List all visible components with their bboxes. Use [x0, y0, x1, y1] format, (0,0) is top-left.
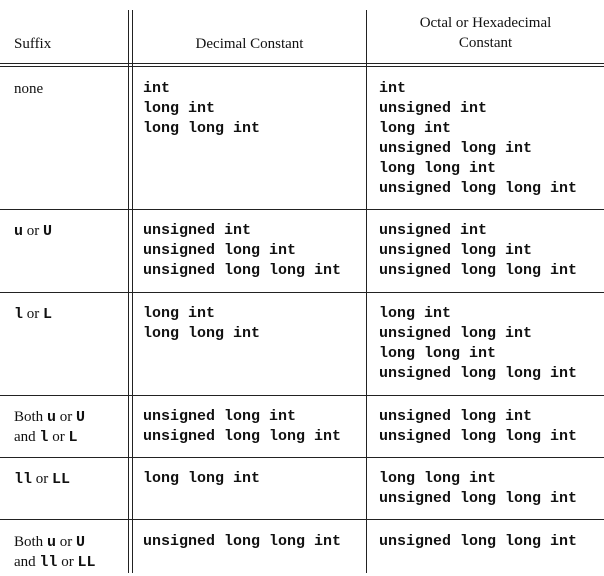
suffix-text: none — [14, 81, 44, 97]
decimal-types-cell — [143, 469, 260, 489]
header-decimal: Decimal Constant — [195, 36, 304, 52]
suffix-text: or — [23, 223, 44, 239]
suffix-code: u — [14, 223, 24, 240]
type-entry: unsigned long long int — [379, 180, 578, 197]
suffix-line — [14, 552, 95, 572]
suffix-cell — [14, 221, 52, 241]
octal-hex-types-cell — [379, 407, 577, 447]
suffix-text: or — [23, 306, 44, 322]
suffix-cell — [14, 407, 85, 447]
type-entry: unsigned long int — [143, 408, 297, 425]
octal-hex-types-cell — [379, 469, 577, 509]
suffix-text: and — [14, 429, 40, 445]
suffix-code: l — [14, 306, 24, 323]
type-entry: long int — [143, 100, 216, 117]
suffix-cell — [14, 79, 43, 99]
type-entry: unsigned long long int — [143, 262, 342, 279]
suffix-line — [14, 304, 52, 324]
type-entry: int — [143, 80, 171, 97]
suffix-cell — [14, 304, 52, 324]
type-entry: unsigned long long int — [379, 262, 578, 279]
suffix-code: ll — [14, 471, 33, 488]
type-entry: unsigned int — [379, 222, 488, 239]
suffix-code: l — [39, 429, 49, 446]
suffix-line — [14, 79, 43, 99]
suffix-line — [14, 532, 95, 552]
type-entry: long int — [379, 120, 452, 137]
suffix-code: u — [46, 534, 56, 551]
type-entry: unsigned long long int — [143, 428, 342, 445]
suffix-line — [14, 427, 85, 447]
type-entry: unsigned long long int — [379, 428, 578, 445]
type-entry: long long int — [143, 470, 261, 487]
suffix-text: or — [55, 534, 76, 550]
type-entry: unsigned long int — [379, 408, 533, 425]
decimal-types-cell — [143, 221, 341, 281]
type-entry: long int — [143, 305, 216, 322]
decimal-types-cell — [143, 79, 260, 139]
suffix-line — [14, 407, 85, 427]
type-entry: unsigned long int — [379, 325, 533, 342]
type-entry: unsigned long long int — [143, 533, 342, 550]
suffix-code: LL — [77, 554, 96, 571]
suffix-code: LL — [52, 471, 71, 488]
suffix-code: L — [43, 306, 53, 323]
octal-hex-types-cell — [379, 79, 577, 199]
decimal-types-cell — [143, 407, 341, 447]
suffix-code: U — [75, 409, 85, 426]
header-octal-line1: Octal or Hexadecimal — [419, 15, 552, 31]
suffix-code: L — [68, 429, 78, 446]
type-entry: unsigned long int — [379, 242, 533, 259]
suffix-code: ll — [39, 554, 58, 571]
octal-hex-types-cell — [379, 532, 577, 552]
type-entry: long long int — [143, 120, 261, 137]
type-entry: unsigned long long int — [379, 365, 578, 382]
octal-hex-types-cell — [379, 221, 577, 281]
header-octal — [367, 13, 604, 53]
octal-hex-types-cell — [379, 304, 577, 384]
type-entry: unsigned long int — [143, 242, 297, 259]
suffix-text: or — [48, 429, 69, 445]
suffix-code: U — [43, 223, 53, 240]
suffix-text: Both — [14, 409, 47, 425]
row-divider — [0, 209, 604, 210]
type-entry: long long int — [379, 345, 497, 362]
type-entry: unsigned int — [379, 100, 488, 117]
type-entry: long long int — [143, 325, 261, 342]
suffix-code: U — [75, 534, 85, 551]
decimal-types-cell — [143, 304, 260, 344]
suffix-text: and — [14, 554, 40, 570]
suffix-text: or — [32, 471, 53, 487]
suffix-text: or — [55, 409, 76, 425]
row-divider — [0, 519, 604, 520]
header-rule — [0, 63, 604, 64]
suffix-code: u — [46, 409, 56, 426]
header-octal-line2: Constant — [458, 35, 513, 51]
type-entry: unsigned long long int — [379, 490, 578, 507]
row-divider — [0, 292, 604, 293]
suffix-text: Both — [14, 534, 47, 550]
suffix-line — [14, 469, 70, 489]
header-rule — [0, 66, 604, 67]
type-entry: unsigned long long int — [379, 533, 578, 550]
type-entry: long int — [379, 305, 452, 322]
row-divider — [0, 395, 604, 396]
type-entry: unsigned long int — [379, 140, 533, 157]
type-entry: int — [379, 80, 407, 97]
suffix-line — [14, 221, 52, 241]
header-suffix: Suffix — [14, 36, 52, 52]
suffix-text: or — [57, 554, 78, 570]
row-divider — [0, 457, 604, 458]
suffix-cell — [14, 532, 95, 572]
type-entry: long long int — [379, 160, 497, 177]
type-entry: long long int — [379, 470, 497, 487]
suffix-cell — [14, 469, 70, 489]
decimal-types-cell — [143, 532, 341, 552]
type-entry: unsigned int — [143, 222, 252, 239]
